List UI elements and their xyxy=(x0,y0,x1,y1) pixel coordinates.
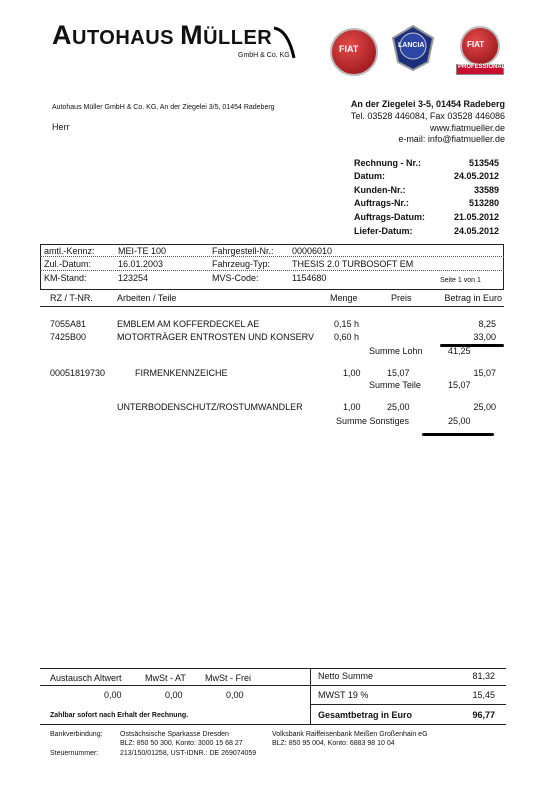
plate-value: MEI-TE 100 xyxy=(118,246,167,256)
company-email: e-mail: info@fiatmueller.de xyxy=(398,134,505,144)
plate-label: amtl.-Kennz: xyxy=(44,246,95,256)
company-phone: Tel. 03528 446084, Fax 03528 446086 xyxy=(350,111,505,121)
column-header-number: RZ / T-NR. xyxy=(50,293,93,303)
subtotal-labour-label: Summe Lohn xyxy=(369,346,423,356)
column-header-quantity: Menge xyxy=(330,293,358,303)
delivery-date-label: Liefer-Datum: xyxy=(354,226,413,236)
vehicle-row-divider xyxy=(40,270,504,271)
line-item-quantity: 1,00 xyxy=(343,368,361,378)
customer-number-label: Kunden-Nr.: xyxy=(354,185,406,195)
grand-total-value: 96,77 xyxy=(472,710,495,720)
recipient-salutation: Herr xyxy=(52,122,70,132)
grand-total-label: Gesamtbetrag in Euro xyxy=(318,710,413,720)
subtotal-parts-label: Summe Teile xyxy=(369,380,421,390)
line-item-amount: 25,00 xyxy=(473,402,496,412)
vat-value: 15,45 xyxy=(472,690,495,700)
net-total-label: Netto Summe xyxy=(318,671,374,681)
delivery-date-value: 24.05.2012 xyxy=(453,226,499,236)
column-header-description: Arbeiten / Teile xyxy=(117,293,177,303)
bank-2-name: Volksbank Raiffeisenbank Meißen Großenhain eG xyxy=(272,731,428,738)
mileage-label: KM-Stand: xyxy=(44,273,87,283)
invoice-date-label: Datum: xyxy=(354,171,385,181)
exchange-value: 0,00 xyxy=(104,690,122,700)
chassis-label: Fahrgestell-Nr.: xyxy=(212,246,274,256)
order-date-value: 21.05.2012 xyxy=(453,212,499,222)
totals-column-divider xyxy=(310,668,311,724)
line-item-price: 15,07 xyxy=(387,368,410,378)
order-date-label: Auftrags-Datum: xyxy=(354,212,425,222)
vehicle-row-divider xyxy=(40,256,504,257)
line-item-description: EMBLEM AM KOFFERDECKEL AE xyxy=(117,319,260,329)
vat-free-label: MwSt - Frei xyxy=(205,673,251,683)
vat-at-label: MwSt - AT xyxy=(145,673,186,683)
logo-text-uller: ÜLLER xyxy=(203,27,273,49)
underline-mark xyxy=(422,433,494,436)
order-number-value: 513280 xyxy=(468,198,499,208)
invoice-number-label: Rechnung - Nr.: xyxy=(354,158,421,168)
line-item-amount: 8,25 xyxy=(478,319,496,329)
column-header-amount: Betrag in Euro xyxy=(444,293,502,303)
logo-text-utohaus: UTOHAUS xyxy=(72,27,181,49)
company-address: An der Ziegelei 3-5, 01454 Radeberg xyxy=(350,99,505,109)
line-item-description: UNTERBODENSCHUTZ/ROSTUMWANDLER xyxy=(117,402,303,412)
line-item-quantity: 0,15 h xyxy=(334,319,360,329)
totals-row-divider xyxy=(40,685,310,686)
invoice-date-value: 24.05.2012 xyxy=(453,171,499,181)
subtotal-other-value: 25,00 xyxy=(448,416,471,426)
company-logo xyxy=(52,20,272,51)
net-total-value: 81,32 xyxy=(472,671,495,681)
fiat-professional-logo-text: FIAT xyxy=(467,40,485,49)
professional-banner-text: PROFESSIONAL xyxy=(458,64,506,70)
invoice-number-value: 513545 xyxy=(468,158,499,168)
totals-top-border xyxy=(40,668,506,669)
tax-value: 213/150/01258, UST-IDNR.: DE 269074059 xyxy=(120,750,257,757)
tax-label: Steuernummer: xyxy=(50,750,99,757)
bank-2-details: BLZ: 850 95 004, Konto: 6883 98 10 04 xyxy=(272,740,395,747)
line-item-amount: 33,00 xyxy=(473,332,496,342)
vat-at-value: 0,00 xyxy=(165,690,183,700)
column-header-price: Preis xyxy=(391,293,412,303)
line-item-price: 25,00 xyxy=(387,402,410,412)
order-number-label: Auftrags-Nr.: xyxy=(354,198,410,208)
exchange-value-label: Austausch Altwert xyxy=(50,673,122,683)
totals-bottom-border xyxy=(40,724,506,725)
bank-label: Bankverbindung: xyxy=(50,731,103,738)
totals-row-divider xyxy=(310,685,506,686)
line-item-quantity: 0,60 h xyxy=(334,332,360,342)
page-indicator: Seite 1 von 1 xyxy=(440,277,481,284)
fiat-logo-text: FIAT xyxy=(339,44,359,54)
chassis-value: 00006010 xyxy=(292,246,333,256)
logo-letter-m: M xyxy=(180,20,204,50)
customer-number-value: 33589 xyxy=(473,185,499,195)
totals-row-divider xyxy=(310,704,506,705)
mvs-code-label: MVS-Code: xyxy=(212,273,259,283)
mileage-value: 123254 xyxy=(118,273,149,283)
payment-note: Zahlbar sofort nach Erhalt der Rechnung. xyxy=(50,712,189,719)
subtotal-other-label: Summe Sonstiges xyxy=(336,416,410,426)
line-item-number: 7425B00 xyxy=(50,332,87,342)
company-suffix: GmbH & Co. KG xyxy=(238,52,290,59)
vat-free-value: 0,00 xyxy=(226,690,244,700)
line-item-quantity: 1,00 xyxy=(343,402,361,412)
registration-date-label: Zul.-Datum: xyxy=(44,259,92,269)
logo-letter-a: A xyxy=(52,20,72,50)
mvs-code-value: 1154680 xyxy=(292,273,327,283)
company-web: www.fiatmueller.de xyxy=(429,123,505,133)
line-item-number: 00051819730 xyxy=(50,368,106,378)
vehicle-type-label: Fahrzeug-Typ: xyxy=(212,259,271,269)
subtotal-parts-value: 15,07 xyxy=(448,380,471,390)
bank-1-details: BLZ: 850 50 300, Konto: 3000 15 68 27 xyxy=(120,740,243,747)
line-item-number: 7055A81 xyxy=(50,319,87,329)
lancia-logo-text: LANCIA xyxy=(398,42,425,49)
sender-line: Autohaus Müller GmbH & Co. KG, An der Ziegelei 3/5, 01454 Radeberg xyxy=(52,104,275,111)
vehicle-type-value: THESIS 2.0 TURBOSOFT EM xyxy=(292,259,414,269)
registration-date-value: 16.01.2003 xyxy=(118,259,164,269)
bank-1-name: Ostsächsische Sparkasse Dresden xyxy=(120,731,229,738)
line-item-description: MOTORTRÄGER ENTROSTEN UND KONSERV xyxy=(117,332,315,342)
line-item-amount: 15,07 xyxy=(473,368,496,378)
subtotal-labour-value: 41,25 xyxy=(448,346,471,356)
line-item-description: FIRMENKENNZEICHE xyxy=(135,368,228,378)
vat-label: MWST 19 % xyxy=(318,690,369,700)
header-underline xyxy=(40,306,504,307)
